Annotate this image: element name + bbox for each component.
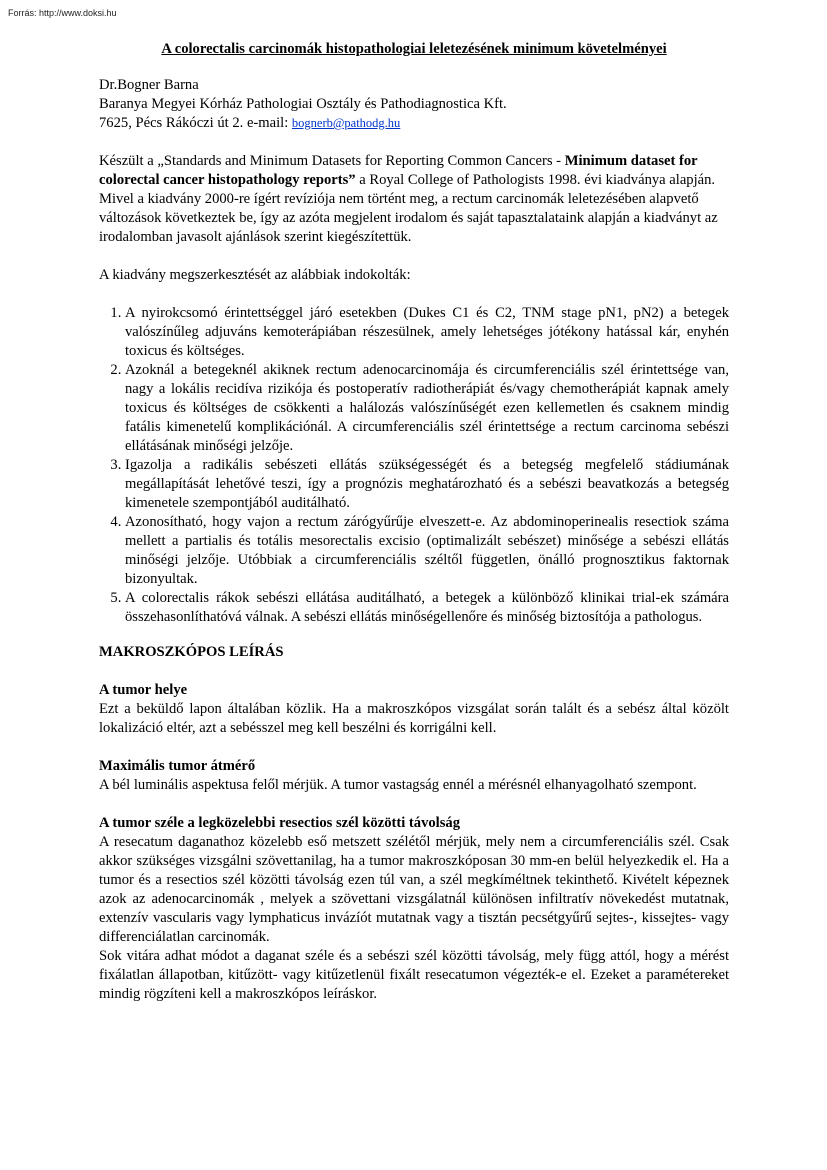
section-resection-margin xyxy=(99,814,729,1004)
intro-part2: a Royal College of Pathologists 1998. évi kiadványa alapján. Mivel a kiadvány 2000-re ígért revíziója nem történt meg, a rectum carcinomák leletezésében alapvető változások következtek be, így az azóta megjelent irodalom és saját tapasztalataink alapján a kiadványt az irodalomban javasolt ajánlások szerint kiegészítettük. xyxy=(99,172,718,245)
author-address-line xyxy=(99,114,729,133)
section-tumor-location xyxy=(99,681,729,738)
subsection-paragraph: Sok vitára adhat módot a daganat széle és a sebészi szél közötti távolság, mely függ attól, hogy a mérést fixálatlan állapotban, kitűzött- vagy kitűzetlenül fixált resecatumon végezték-e el. Ezeket a paramétereket mindig rögzíteni kell a makroszkópos leíráskor. xyxy=(99,948,729,1002)
list-item: 2. Azoknál a betegeknél akiknek rectum adenocarcinomája és circumferenciális szél érintettsége van, nagy a lokális recidíva rizikója és postoperatív radiotherápiát és/vagy chemotherápiát kapnak amely toxicus és költséges de csökkenti a halálozás valószínűségét ezen kellemetlen és csaknem mindig fatális kimenetelű komplikációnál. A circumferenciális szél érintettsége a rectum carcinoma sebészi ellátásának minőségi jelzője. xyxy=(125,361,729,456)
source-label: Forrás: http://www.doksi.hu xyxy=(8,8,117,18)
list-item: 5. A colorectalis rákok sebészi ellátása auditálható, a betegek a különböző klinikai trial-ek számára összehasonlíthatóvá válnak. A sebészi ellátás minőségellenőre és minőség biztosítója a pathologus. xyxy=(125,589,729,627)
author-address: 7625, Pécs Rákóczi út 2. e-mail: xyxy=(99,115,292,131)
section-tumor-diameter xyxy=(99,757,729,795)
intro-bold-title: Minimum dataset for colorectal cancer histopathology reports” xyxy=(99,153,698,188)
document-title: A colorectalis carcinomák histopathologiai leletezésének minimum követelményei xyxy=(161,41,667,57)
reasons-list xyxy=(99,304,729,627)
subsection-paragraph: A resecatum daganathoz közelebb eső metszett szélétől mérjük, mely nem a circumferenciális szél. Csak akkor szükséges vizsgálni szövettanilag, ha a tumor makroszkóposan 30 mm-en belül helyezkedik el. Ha a tumor és a resectios szél közötti távolság ezen túl van, a szél megkíméltnek tekinthető. Kivételt képeznek azok az adenocarcinomák , melyek a szövettani vizsgálatnál különösen infiltratív növekedést mutatnak, extenzív vascularis vagy lymphaticus invázíót mutatnak vagy a tisztán pecsétgyűrű sejtes-, kissejtes- vagy differenciálatlan carcinomák. xyxy=(99,834,729,945)
subsection-heading: A tumor helye xyxy=(99,682,188,698)
intro-part1: Készült a „Standards and Minimum Datasets for Reporting Common Cancers - xyxy=(99,153,565,169)
list-item: 1. A nyirokcsomó érintettséggel járó esetekben (Dukes C1 és C2, TNM stage pN1, pN2) a betegek valószínűleg adjuváns kemoterápiában részesülnek, amely lehetséges jótékony hatással kár, enyhén toxicus és költséges. xyxy=(125,304,729,361)
subsection-heading: Maximális tumor átmérő xyxy=(99,758,256,774)
email-link[interactable]: bognerb@pathodg.hu xyxy=(291,116,401,130)
section-heading-macro: MAKROSZKÓPOS LEÍRÁS xyxy=(99,644,284,660)
subsection-heading: A tumor széle a legközelebbi resectios szél közötti távolság xyxy=(99,815,460,831)
author-block xyxy=(99,76,729,133)
list-intro: A kiadvány megszerkesztését az alábbiak indokolták: xyxy=(99,267,411,283)
list-item: 3. Igazolja a radikális sebészeti ellátás szükségességét és a betegség megfelelő stádiumának megállapítását lehetővé teszi, így a prognózis meghatározható és a sebészi beavatkozás a betegség kimenetele szempontjából auditálható. xyxy=(125,456,729,513)
subsection-paragraph: A bél luminális aspektusa felől mérjük. A tumor vastagság ennél a mérésnél elhanyagolható szempont. xyxy=(99,777,697,793)
author-institution: Baranya Megyei Kórház Pathologiai Osztály és Pathodiagnostica Kft. xyxy=(99,96,507,112)
subsection-paragraph: Ezt a beküldő lapon általában közlik. Ha a makroszkópos vizsgálat során talált és a sebész által közölt lokalizáció eltér, azt a sebésszel meg kell beszélni és korrigálni kell. xyxy=(99,701,729,736)
list-item: 4. Azonosítható, hogy vajon a rectum zárógyűrűje elveszett-e. Az abdominoperinealis resectiok száma mellett a partialis és totális mesorectalis excisio (optimalizált sebészet) minősége a sebészi ellátás minőségi jelzője. Utóbbiak a circumferenciális széltől független, önálló prognosztikus faktornak bizonyultak. xyxy=(125,513,729,589)
author-name: Dr.Bogner Barna xyxy=(99,77,199,93)
intro-paragraph xyxy=(99,152,729,247)
document-page xyxy=(99,40,729,1004)
